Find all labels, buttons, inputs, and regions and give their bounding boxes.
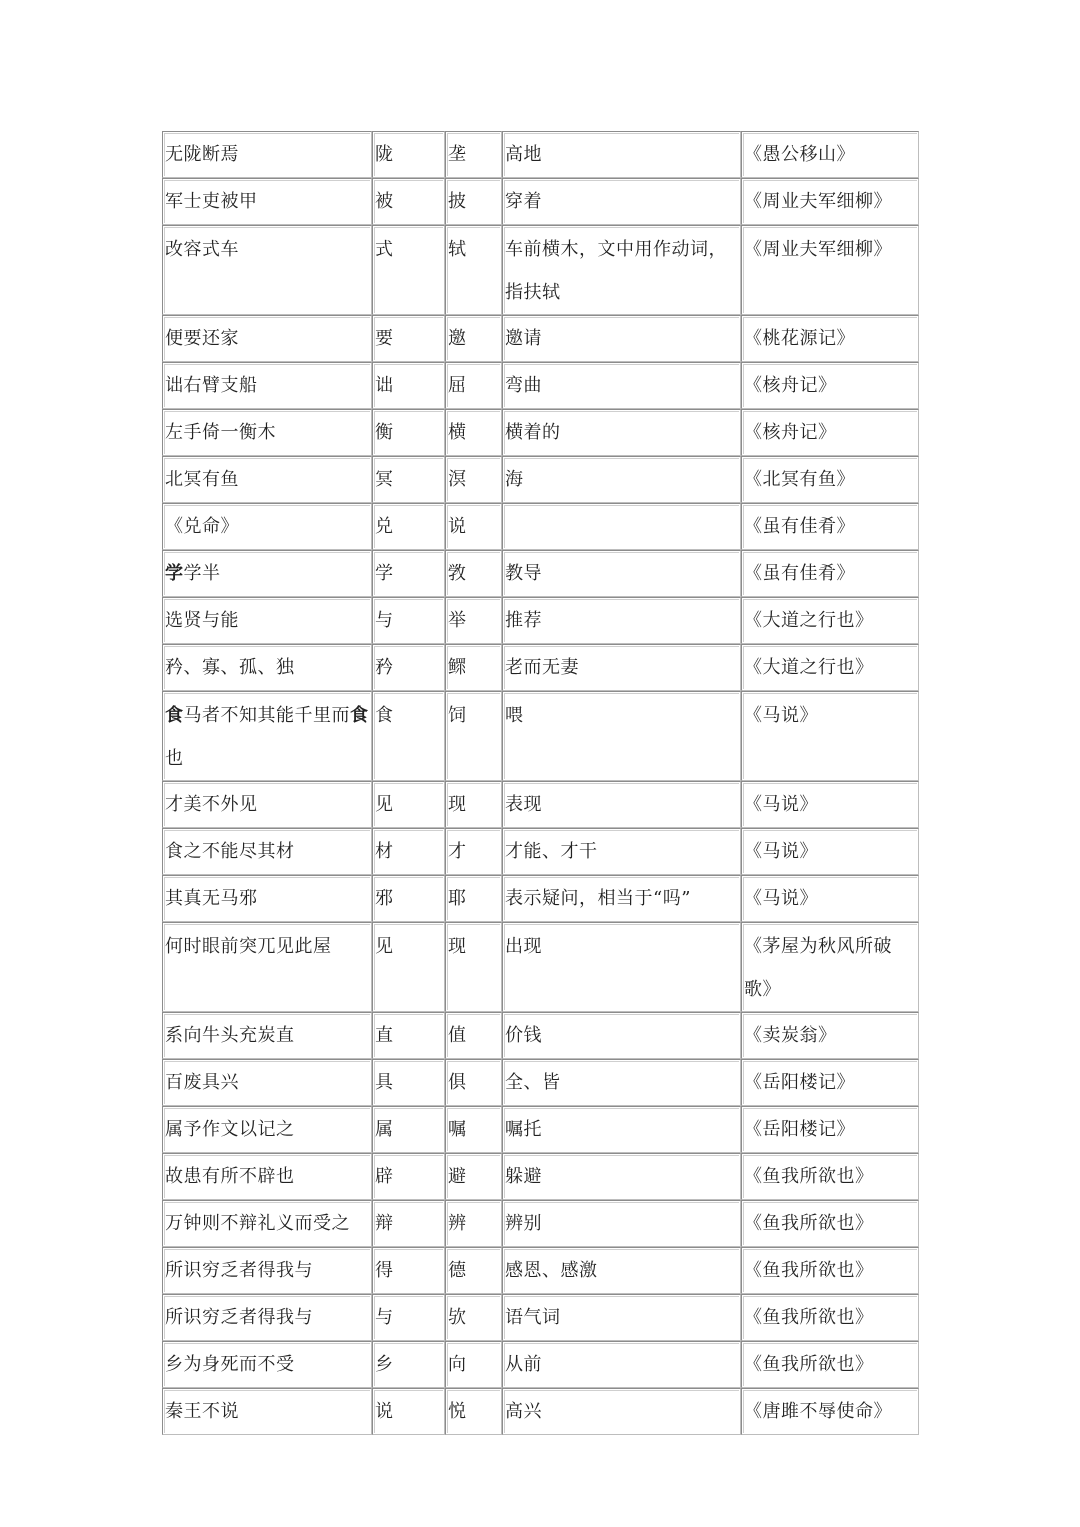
standard-char-cell	[445, 362, 502, 409]
source-text: 《唐雎不辱使命》	[744, 1401, 892, 1422]
original-char-cell	[372, 781, 445, 828]
original-char-text: 诎	[375, 375, 394, 396]
meaning-text: 老而无妻	[505, 657, 579, 678]
standard-char-cell	[445, 225, 502, 315]
table-row	[162, 1106, 919, 1153]
source-cell	[741, 875, 919, 922]
source-text: 《马说》	[744, 794, 818, 815]
standard-char-cell	[445, 644, 502, 691]
meaning-cell	[502, 1012, 741, 1059]
original-char-cell	[372, 1012, 445, 1059]
phrase-cell	[162, 875, 372, 922]
phrase-text: 诎右臂支船	[165, 375, 258, 396]
meaning-text: 才能、才干	[505, 841, 598, 862]
original-char-cell	[372, 409, 445, 456]
phrase-cell	[162, 1247, 372, 1294]
standard-char-cell	[445, 1106, 502, 1153]
source-text: 《岳阳楼记》	[744, 1072, 855, 1093]
standard-char-text: 嘱	[448, 1119, 467, 1140]
meaning-cell	[502, 1247, 741, 1294]
phrase-text: 食之不能尽其材	[165, 841, 295, 862]
source-text: 《马说》	[744, 705, 818, 726]
table-row	[162, 1294, 919, 1341]
standard-char-cell	[445, 1294, 502, 1341]
original-char-cell	[372, 1200, 445, 1247]
source-text: 《桃花源记》	[744, 328, 855, 349]
original-char-text: 辩	[375, 1213, 394, 1234]
table-row	[162, 597, 919, 644]
original-char-text: 具	[375, 1072, 394, 1093]
meaning-text: 高兴	[505, 1401, 542, 1422]
meaning-cell	[502, 456, 741, 503]
source-text: 《马说》	[744, 841, 818, 862]
original-char-text: 要	[375, 328, 394, 349]
phrase-text: 军士吏被甲	[165, 191, 258, 212]
phrase-cell	[162, 362, 372, 409]
original-char-cell	[372, 456, 445, 503]
source-cell	[741, 1153, 919, 1200]
original-char-cell	[372, 691, 445, 781]
original-char-text: 与	[375, 610, 394, 631]
source-text: 《马说》	[744, 888, 818, 909]
meaning-text: 语气词	[505, 1307, 561, 1328]
meaning-cell	[502, 691, 741, 781]
table-row	[162, 225, 919, 315]
source-text: 《虽有佳肴》	[744, 516, 855, 537]
table-row	[162, 1341, 919, 1388]
standard-char-cell	[445, 1153, 502, 1200]
source-cell	[741, 315, 919, 362]
meaning-text: 高地	[505, 144, 542, 165]
phrase-text: 百废具兴	[165, 1072, 239, 1093]
standard-char-cell	[445, 828, 502, 875]
original-char-text: 得	[375, 1260, 394, 1281]
standard-char-text: 值	[448, 1025, 467, 1046]
source-text: 《茅屋为秋风所破歌》	[744, 936, 892, 1000]
standard-char-text: 饲	[448, 705, 467, 726]
original-char-text: 陇	[375, 144, 394, 165]
source-text: 《大道之行也》	[744, 610, 874, 631]
standard-char-text: 邀	[448, 328, 467, 349]
standard-char-cell	[445, 550, 502, 597]
table-row	[162, 1200, 919, 1247]
original-char-cell	[372, 178, 445, 225]
standard-char-text: 避	[448, 1166, 467, 1187]
table-row	[162, 409, 919, 456]
meaning-cell	[502, 1153, 741, 1200]
phrase-cell	[162, 781, 372, 828]
phrase-text: 属予作文以记之	[165, 1119, 295, 1140]
standard-char-text: 说	[448, 516, 467, 537]
meaning-text: 全、皆	[505, 1072, 561, 1093]
phrase-text: 万钟则不辩礼义而受之	[165, 1213, 350, 1234]
standard-char-text: 现	[448, 794, 467, 815]
meaning-text: 教导	[505, 563, 542, 584]
source-cell	[741, 1059, 919, 1106]
standard-char-text: 俱	[448, 1072, 467, 1093]
phrase-text: 左手倚一衡木	[165, 422, 276, 443]
table-row	[162, 1059, 919, 1106]
source-text: 《核舟记》	[744, 422, 837, 443]
original-char-cell	[372, 315, 445, 362]
source-text: 《卖炭翁》	[744, 1025, 837, 1046]
meaning-text: 邀请	[505, 328, 542, 349]
standard-char-text: 横	[448, 422, 467, 443]
source-cell	[741, 131, 919, 178]
meaning-cell	[502, 131, 741, 178]
phrase-text: 学学半	[165, 563, 221, 584]
meaning-text: 感恩、感激	[505, 1260, 598, 1281]
original-char-cell	[372, 644, 445, 691]
meaning-cell	[502, 225, 741, 315]
source-text: 《鱼我所欲也》	[744, 1213, 874, 1234]
phrase-text: 其真无马邪	[165, 888, 258, 909]
source-text: 《北冥有鱼》	[744, 469, 855, 490]
standard-char-text: 举	[448, 610, 467, 631]
original-char-cell	[372, 922, 445, 1012]
meaning-text	[505, 513, 738, 515]
original-char-cell	[372, 875, 445, 922]
original-char-text: 说	[375, 1401, 394, 1422]
source-text: 《鱼我所欲也》	[744, 1166, 874, 1187]
original-char-text: 见	[375, 794, 394, 815]
phrase-cell	[162, 1294, 372, 1341]
meaning-cell	[502, 1294, 741, 1341]
source-cell	[741, 1200, 919, 1247]
phrase-cell	[162, 1153, 372, 1200]
table-row	[162, 875, 919, 922]
standard-char-cell	[445, 1247, 502, 1294]
meaning-cell	[502, 315, 741, 362]
original-char-cell	[372, 597, 445, 644]
standard-char-text: 现	[448, 936, 467, 957]
original-char-text: 材	[375, 841, 394, 862]
standard-char-text: 屈	[448, 375, 467, 396]
original-char-text: 式	[375, 239, 394, 260]
original-char-cell	[372, 1106, 445, 1153]
phrase-text: 秦王不说	[165, 1401, 239, 1422]
standard-char-text: 欤	[448, 1307, 467, 1328]
standard-char-text: 耶	[448, 888, 467, 909]
standard-char-text: 鳏	[448, 657, 467, 678]
standard-char-text: 辨	[448, 1213, 467, 1234]
standard-char-cell	[445, 1388, 502, 1435]
phrase-cell	[162, 1388, 372, 1435]
standard-char-cell	[445, 315, 502, 362]
standard-char-text: 敩	[448, 563, 467, 584]
original-char-text: 被	[375, 191, 394, 212]
standard-char-cell	[445, 456, 502, 503]
meaning-text: 推荐	[505, 610, 542, 631]
source-text: 《鱼我所欲也》	[744, 1260, 874, 1281]
source-cell	[741, 550, 919, 597]
standard-char-text: 悦	[448, 1401, 467, 1422]
source-cell	[741, 597, 919, 644]
source-cell	[741, 644, 919, 691]
table-row	[162, 781, 919, 828]
original-char-cell	[372, 362, 445, 409]
phrase-text: 便要还家	[165, 328, 239, 349]
source-text: 《周业夫军细柳》	[744, 239, 892, 260]
table-row	[162, 1247, 919, 1294]
source-text: 《周业夫军细柳》	[744, 191, 892, 212]
phrase-text: 故患有所不辟也	[165, 1166, 295, 1187]
standard-char-text: 溟	[448, 469, 467, 490]
table-row	[162, 362, 919, 409]
table-row	[162, 691, 919, 781]
source-cell	[741, 456, 919, 503]
standard-char-text: 才	[448, 841, 467, 862]
original-char-cell	[372, 225, 445, 315]
source-cell	[741, 409, 919, 456]
meaning-cell	[502, 362, 741, 409]
source-cell	[741, 1106, 919, 1153]
source-cell	[741, 781, 919, 828]
meaning-cell	[502, 922, 741, 1012]
phrase-cell	[162, 1059, 372, 1106]
phrase-cell	[162, 1341, 372, 1388]
original-char-cell	[372, 131, 445, 178]
original-char-cell	[372, 1294, 445, 1341]
phrase-cell	[162, 550, 372, 597]
standard-char-text: 德	[448, 1260, 467, 1281]
phrase-cell	[162, 178, 372, 225]
original-char-cell	[372, 1153, 445, 1200]
phrase-text: 所识穷乏者得我与	[165, 1260, 313, 1281]
original-char-cell	[372, 1247, 445, 1294]
standard-char-cell	[445, 409, 502, 456]
table-row	[162, 1388, 919, 1435]
standard-char-text: 披	[448, 191, 467, 212]
original-char-cell	[372, 550, 445, 597]
meaning-text: 车前横木，文中用作动词，指扶轼	[505, 239, 727, 303]
source-cell	[741, 1341, 919, 1388]
meaning-cell	[502, 503, 741, 550]
source-text: 《鱼我所欲也》	[744, 1354, 874, 1375]
source-cell	[741, 922, 919, 1012]
source-cell	[741, 1247, 919, 1294]
phrase-cell	[162, 644, 372, 691]
meaning-text: 弯曲	[505, 375, 542, 396]
original-char-text: 直	[375, 1025, 394, 1046]
phrase-text: 矜、寡、孤、独	[165, 657, 295, 678]
standard-char-cell	[445, 691, 502, 781]
phrase-cell	[162, 1106, 372, 1153]
table-row	[162, 131, 919, 178]
original-char-text: 见	[375, 936, 394, 957]
source-cell	[741, 178, 919, 225]
phrase-cell	[162, 456, 372, 503]
meaning-cell	[502, 597, 741, 644]
meaning-text: 喂	[505, 705, 524, 726]
meaning-cell	[502, 1059, 741, 1106]
table-row	[162, 1153, 919, 1200]
meaning-cell	[502, 644, 741, 691]
original-char-text: 衡	[375, 422, 394, 443]
source-cell	[741, 503, 919, 550]
phrase-text: 无陇断焉	[165, 144, 239, 165]
table-row	[162, 1012, 919, 1059]
phrase-text: 北冥有鱼	[165, 469, 239, 490]
standard-char-cell	[445, 178, 502, 225]
meaning-text: 辨别	[505, 1213, 542, 1234]
original-char-cell	[372, 503, 445, 550]
table-row	[162, 550, 919, 597]
phrase-text: 《兑命》	[165, 516, 239, 537]
meaning-cell	[502, 875, 741, 922]
original-char-text: 与	[375, 1307, 394, 1328]
meaning-text: 海	[505, 469, 524, 490]
standard-char-cell	[445, 1012, 502, 1059]
original-char-cell	[372, 1059, 445, 1106]
table-row	[162, 828, 919, 875]
standard-char-cell	[445, 503, 502, 550]
phrase-cell	[162, 315, 372, 362]
standard-char-cell	[445, 131, 502, 178]
standard-char-text: 轼	[448, 239, 467, 260]
table-body	[162, 131, 919, 1435]
original-char-text: 兑	[375, 516, 394, 537]
phrase-cell	[162, 1012, 372, 1059]
meaning-text: 表示疑问，相当于“吗”	[505, 888, 691, 909]
original-char-text: 学	[375, 563, 394, 584]
phrase-text: 乡为身死而不受	[165, 1354, 295, 1375]
meaning-text: 穿着	[505, 191, 542, 212]
phrase-cell	[162, 1200, 372, 1247]
source-text: 《虽有佳肴》	[744, 563, 855, 584]
table-row	[162, 456, 919, 503]
original-char-text: 辟	[375, 1166, 394, 1187]
meaning-text: 嘱托	[505, 1119, 542, 1140]
meaning-cell	[502, 1341, 741, 1388]
meaning-cell	[502, 1200, 741, 1247]
table-row	[162, 178, 919, 225]
standard-char-cell	[445, 781, 502, 828]
meaning-cell	[502, 781, 741, 828]
phrase-text: 所识穷乏者得我与	[165, 1307, 313, 1328]
phrase-text: 选贤与能	[165, 610, 239, 631]
phrase-cell	[162, 225, 372, 315]
original-char-cell	[372, 1341, 445, 1388]
source-cell	[741, 691, 919, 781]
standard-char-cell	[445, 597, 502, 644]
table-row	[162, 315, 919, 362]
original-char-text: 冥	[375, 469, 394, 490]
source-text: 《核舟记》	[744, 375, 837, 396]
standard-char-text: 垄	[448, 144, 467, 165]
phrase-cell	[162, 503, 372, 550]
phrase-cell	[162, 828, 372, 875]
meaning-cell	[502, 1388, 741, 1435]
original-char-cell	[372, 1388, 445, 1435]
original-char-text: 食	[375, 705, 394, 726]
original-char-text: 矜	[375, 657, 394, 678]
original-char-text: 邪	[375, 888, 394, 909]
source-cell	[741, 225, 919, 315]
tongjiazi-table	[162, 131, 919, 1435]
standard-char-cell	[445, 875, 502, 922]
table-row	[162, 503, 919, 550]
phrase-cell	[162, 131, 372, 178]
source-cell	[741, 1012, 919, 1059]
source-text: 《愚公移山》	[744, 144, 855, 165]
source-text: 《岳阳楼记》	[744, 1119, 855, 1140]
source-cell	[741, 1388, 919, 1435]
phrase-text: 才美不外见	[165, 794, 258, 815]
phrase-text: 食马者不知其能千里而食也	[165, 705, 369, 769]
source-text: 《大道之行也》	[744, 657, 874, 678]
phrase-cell	[162, 597, 372, 644]
meaning-cell	[502, 828, 741, 875]
meaning-cell	[502, 1106, 741, 1153]
source-cell	[741, 1294, 919, 1341]
meaning-text: 价钱	[505, 1025, 542, 1046]
phrase-cell	[162, 409, 372, 456]
source-text: 《鱼我所欲也》	[744, 1307, 874, 1328]
standard-char-cell	[445, 922, 502, 1012]
meaning-text: 从前	[505, 1354, 542, 1375]
meaning-text: 躲避	[505, 1166, 542, 1187]
original-char-text: 属	[375, 1119, 394, 1140]
meaning-text: 表现	[505, 794, 542, 815]
original-char-cell	[372, 828, 445, 875]
phrase-text: 何时眼前突兀见此屋	[165, 936, 332, 957]
table-row	[162, 922, 919, 1012]
meaning-text: 出现	[505, 936, 542, 957]
source-cell	[741, 362, 919, 409]
phrase-cell	[162, 922, 372, 1012]
table-row	[162, 644, 919, 691]
original-char-text: 乡	[375, 1354, 394, 1375]
standard-char-cell	[445, 1059, 502, 1106]
standard-char-cell	[445, 1200, 502, 1247]
meaning-text: 横着的	[505, 422, 561, 443]
meaning-cell	[502, 409, 741, 456]
phrase-text: 系向牛头充炭直	[165, 1025, 295, 1046]
standard-char-cell	[445, 1341, 502, 1388]
phrase-text: 改容式车	[165, 239, 239, 260]
source-cell	[741, 828, 919, 875]
phrase-cell	[162, 691, 372, 781]
standard-char-text: 向	[448, 1354, 467, 1375]
meaning-cell	[502, 178, 741, 225]
meaning-cell	[502, 550, 741, 597]
